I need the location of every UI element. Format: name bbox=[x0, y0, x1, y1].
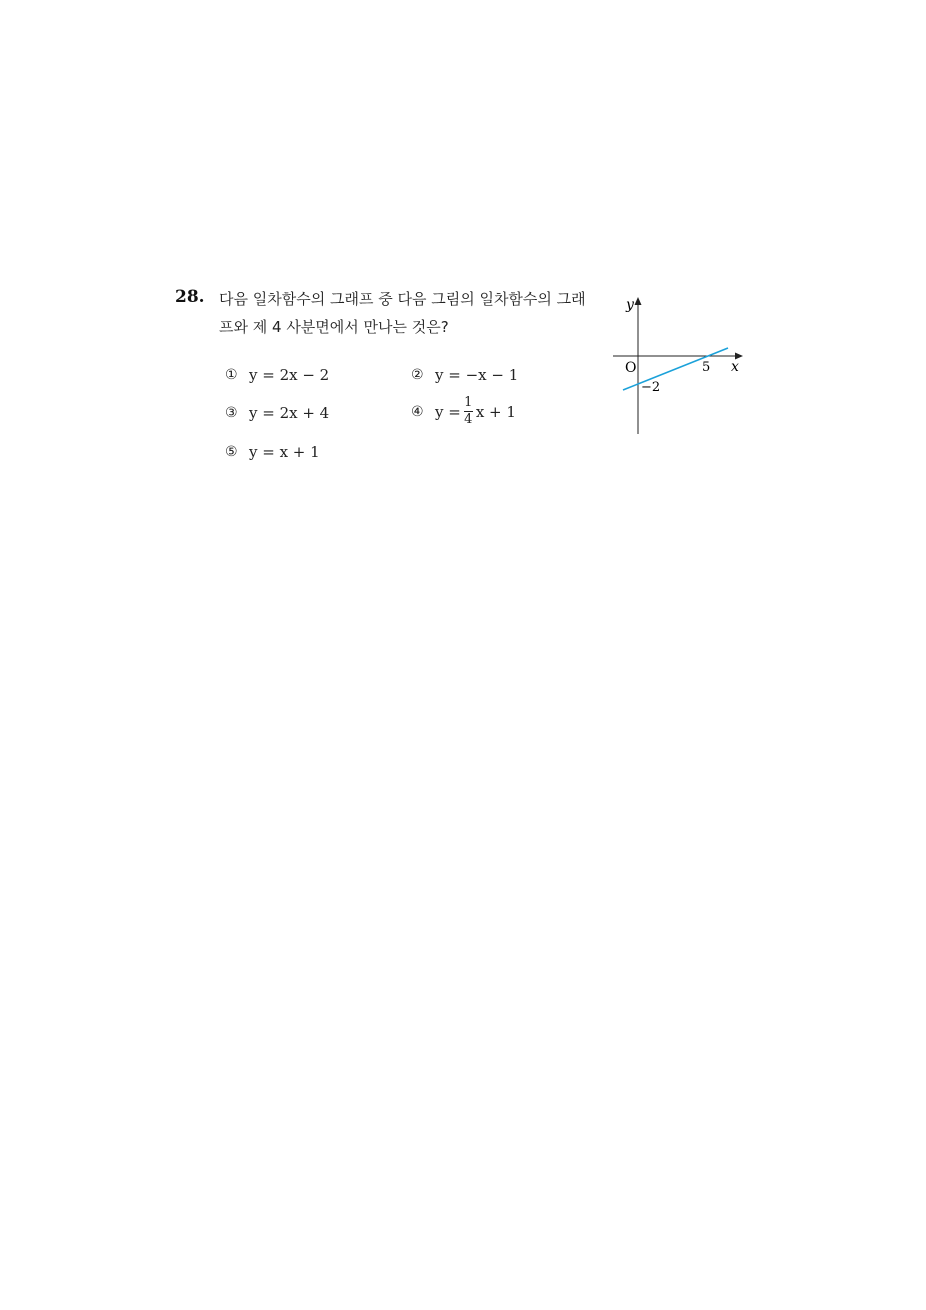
choice-4-lhs: y = bbox=[435, 402, 461, 421]
choice-4[interactable] bbox=[411, 396, 516, 427]
question-number: 28. bbox=[175, 287, 205, 307]
choice-1[interactable] bbox=[225, 366, 329, 384]
choice-5-expression: y = x + 1 bbox=[249, 443, 320, 461]
fraction-denominator: 4 bbox=[464, 412, 473, 427]
x-axis-label: x bbox=[731, 359, 739, 375]
choice-4-fraction bbox=[464, 396, 473, 427]
choice-1-mark: ① bbox=[225, 367, 238, 383]
choice-4-rhs: x + 1 bbox=[475, 402, 516, 421]
y-axis-label: y bbox=[626, 297, 634, 313]
coordinate-graph bbox=[605, 292, 750, 440]
origin-label: O bbox=[625, 360, 637, 376]
x-intercept-label: 5 bbox=[702, 360, 711, 375]
choice-5[interactable] bbox=[225, 443, 320, 461]
y-intercept-label: −2 bbox=[641, 380, 661, 395]
choice-3-mark: ③ bbox=[225, 405, 238, 421]
question-text-line-1: 다음 일차함수의 그래프 중 다음 그림의 일차함수의 그래 bbox=[219, 290, 586, 308]
fraction-numerator: 1 bbox=[464, 395, 473, 410]
choice-1-expression: y = 2x − 2 bbox=[249, 366, 330, 384]
choice-3[interactable] bbox=[225, 404, 329, 422]
y-axis-arrow-icon bbox=[635, 297, 642, 305]
choice-2-mark: ② bbox=[411, 367, 424, 383]
choice-4-mark: ④ bbox=[411, 403, 424, 420]
choice-3-expression: y = 2x + 4 bbox=[249, 404, 330, 422]
choice-2-expression: y = −x − 1 bbox=[435, 366, 519, 384]
choice-5-mark: ⑤ bbox=[225, 444, 238, 460]
function-line bbox=[623, 348, 728, 390]
choice-2[interactable] bbox=[411, 366, 518, 384]
question-text-line-2: 프와 제 4 사분면에서 만나는 것은? bbox=[219, 318, 449, 336]
